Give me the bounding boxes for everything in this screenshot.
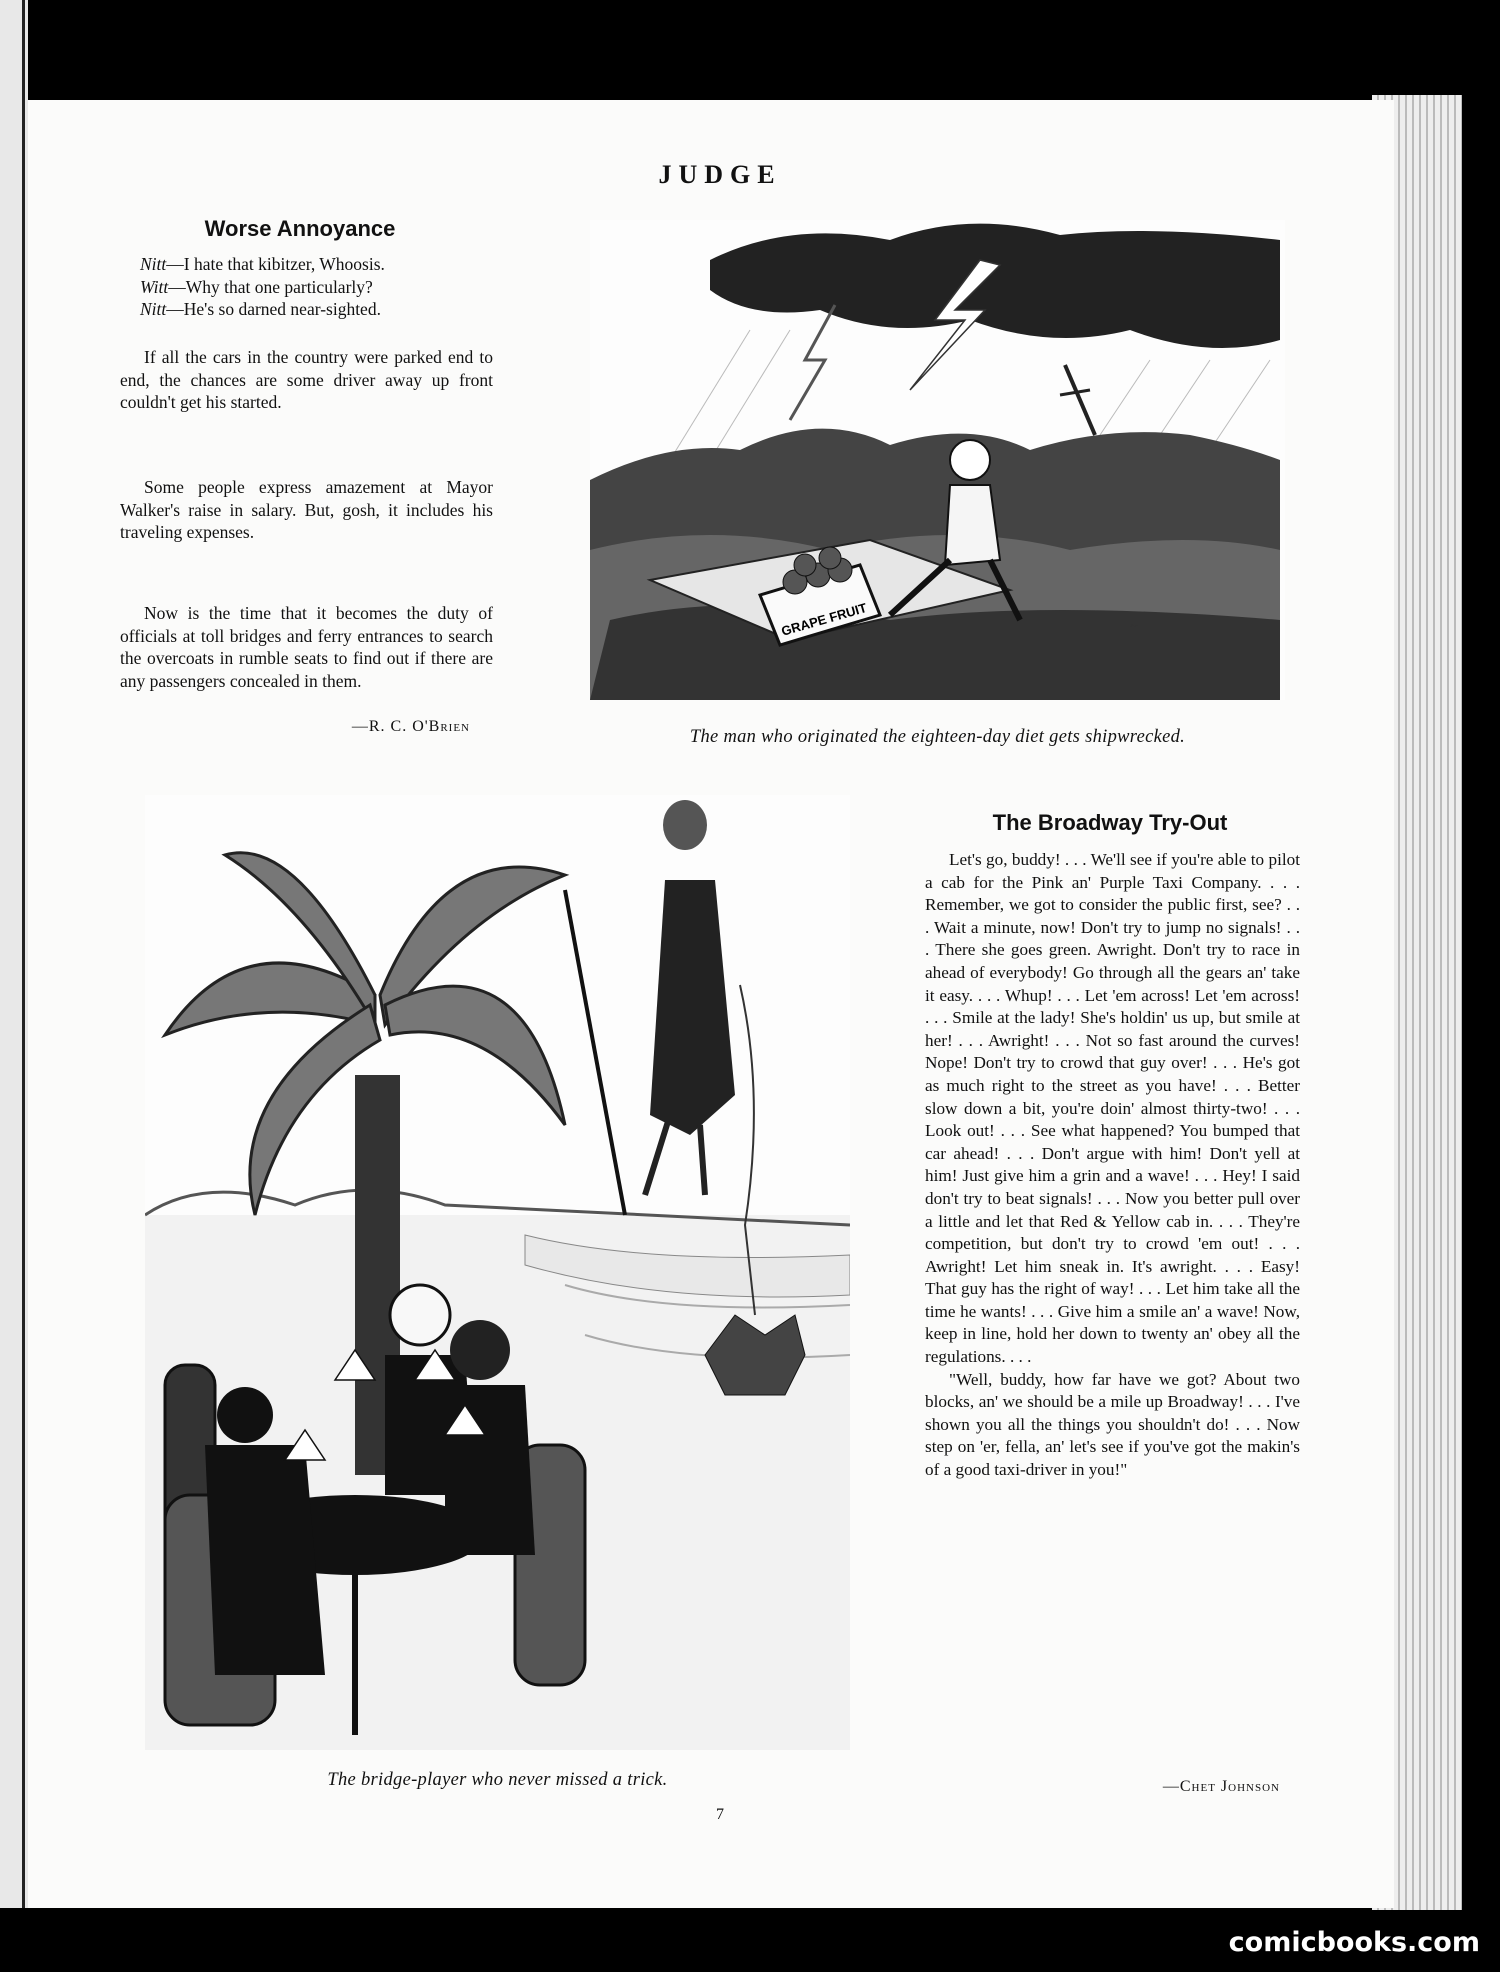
binding-thread [22, 0, 25, 1908]
article-title-worse-annoyance: Worse Annoyance [204, 216, 396, 241]
shipwreck-cartoon [590, 220, 1285, 700]
byline-johnson: —Chet Johnson [1162, 1778, 1280, 1795]
castaway-body [945, 485, 1000, 565]
caption-shipwreck: The man who originated the eighteen-day diet gets shipwrecked. [689, 727, 1186, 747]
paragraph-toll-bridges: Now is the time that it becomes the duty of officials at toll bridges and ferry entrances to search the overcoats in rumble seats to find out if there are any passengers concealed in them. [120, 603, 493, 691]
broadway-paragraph: "Well, buddy, how far have we got? About two blocks, an' we should be a mile up Broadway! . . . I've shown you all the things you shouldn't do! . . . Now step on 'er, fella, an' let's see if you've got the makin's of a good taxi-driver in you!" [925, 1369, 1300, 1480]
dialogue-line: Nitt—I hate that kibitzer, Whoosis. [140, 254, 385, 274]
caption-bridge-player: The bridge-player who never missed a trick. [327, 1770, 668, 1790]
dialogue-line: Nitt—He's so darned near-sighted. [140, 299, 381, 320]
site-watermark: comicbooks.com [1228, 1927, 1480, 1958]
castaway-head [950, 440, 990, 480]
byline-obrien: —R. C. O'Brien [351, 718, 470, 735]
broadway-story-text [925, 849, 1300, 1482]
masthead: JUDGE [658, 160, 782, 189]
article-title-broadway-try-out: The Broadway Try-Out [992, 810, 1228, 835]
dialogue-block [140, 253, 500, 321]
svg-text:~: ~ [1130, 619, 1138, 634]
paragraph-cars: If all the cars in the country were parked end to end, the chances are some driver away up front couldn't get his started. [120, 347, 493, 413]
dialogue-line: Witt—Why that one particularly? [140, 276, 373, 297]
bridge-player-cartoon [145, 795, 850, 1750]
page-binding [0, 0, 28, 1908]
broadway-paragraph: Let's go, buddy! . . . We'll see if you're able to pilot a cab for the Pink an' Purple Taxi Company. . . . Remember, we got to consider the public first, see? . . . Wait a minute, now! Don't try to jump no signals! . . . There she goes green. Awright. Don't try to race in ahead of everybody! Go through all the gears an' take it easy. . . . Whup! . . . Let 'em across! Let 'em across! . . . Smile at the lady! She's holdin' us up, but smile at her! . . . Awright! . . . Not so fast around the curves! Nope! Don't try to crowd that guy over! . . . He's got as much right to the street as you have! . . . Better slow down a bit, you're doin' almost thirty-two! . . . Look out! . . . See what happened? You bumped that car ahead! . . . Don't argue with him! Don't yell at him! Just give him a grin and a wave! . . . Hey! I said don't try to beat signals! . . . Now you better pull over a little and let that Red & Yellow cab in. . . . They're competition, but don't try to crowd 'em out! . . . Awright! Let him sneak in. It's awright. . . . Easy! That guy has the right of way! . . . Let him take all the time he wants! . . . Give him a smile an' a wave! Now, keep in line, hold her down to twenty an' obey all the regulations. . . . [925, 850, 1300, 1367]
paragraph-mayor-walker: Some people express amazement at Mayor Walker's raise in salary. But, gosh, it includes his traveling expenses. [120, 477, 493, 543]
crate-label: GRAPE FRUIT [779, 600, 869, 639]
page-number: 7 [716, 1806, 724, 1823]
